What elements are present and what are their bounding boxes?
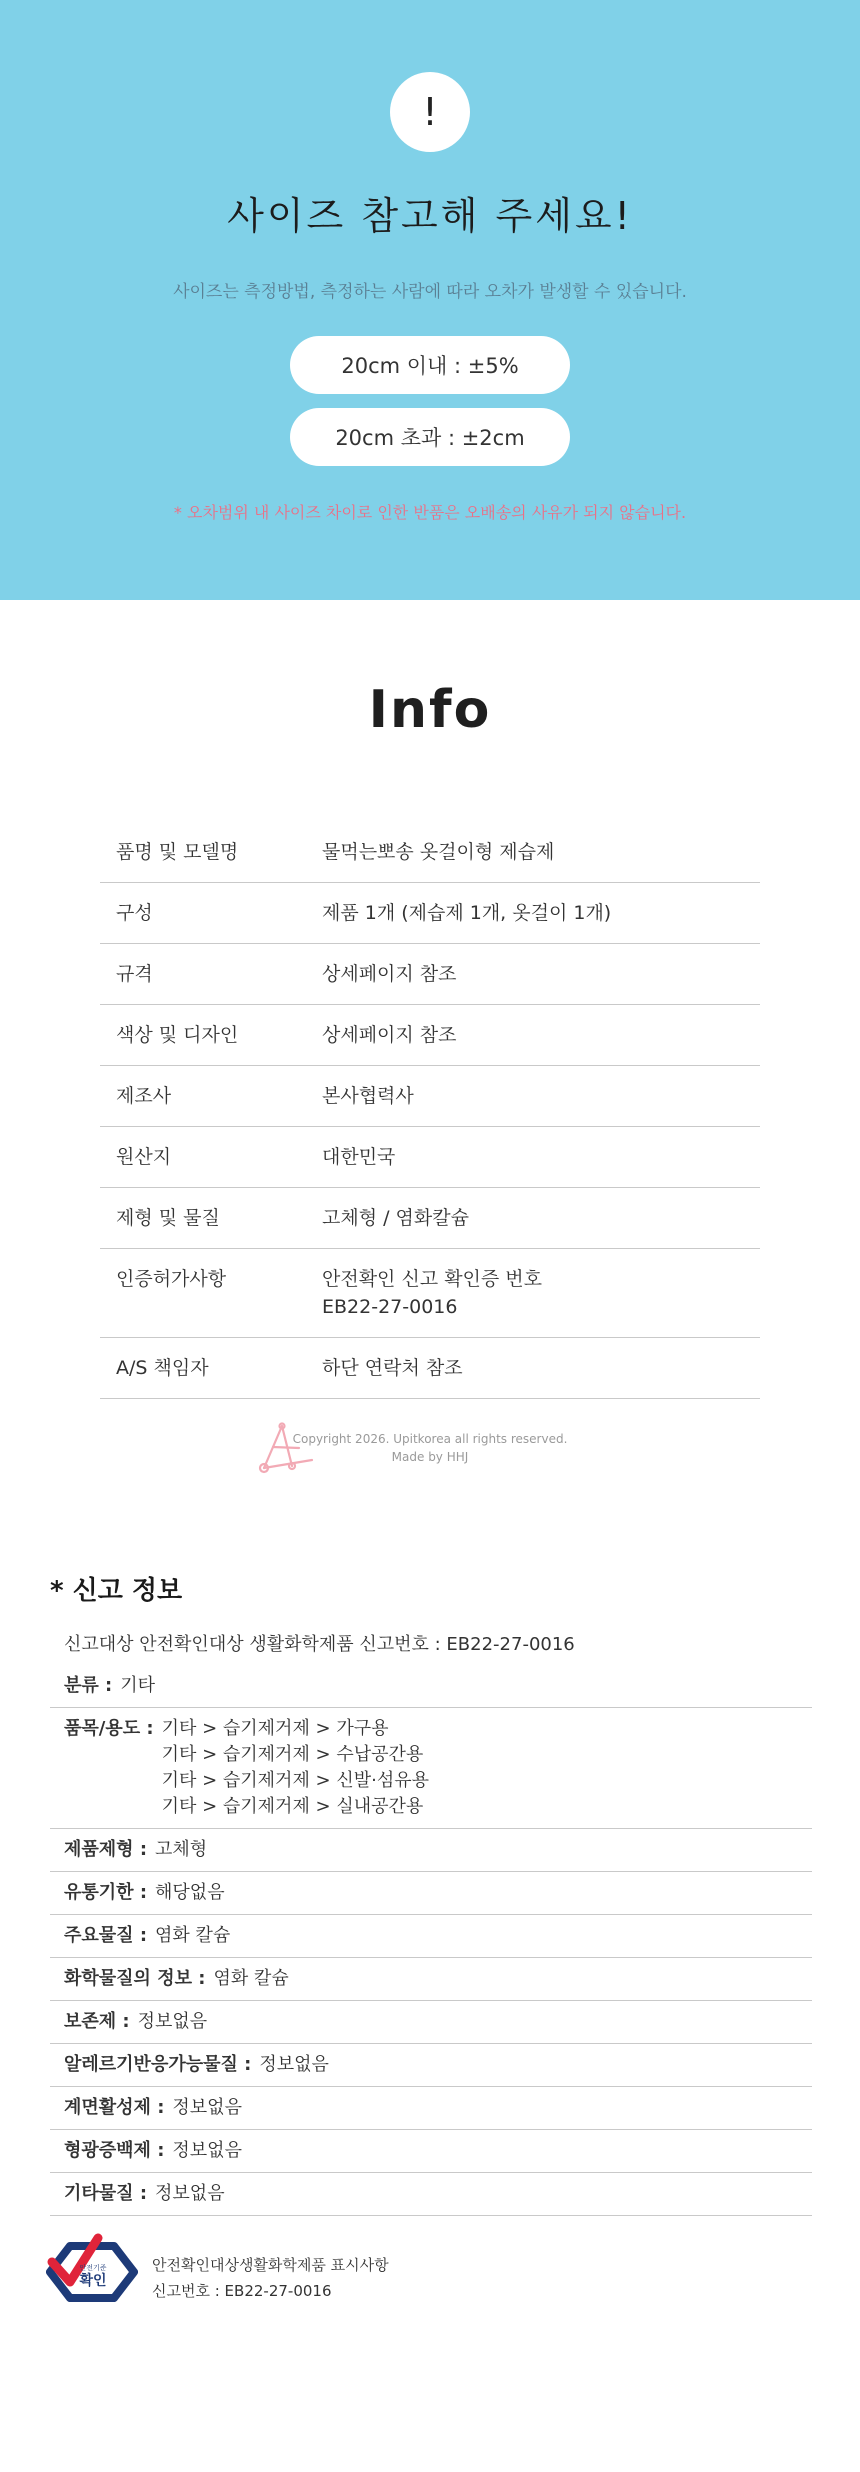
report-row: [50, 2087, 812, 2130]
report-key: 기타물질 :: [64, 2183, 148, 2204]
tolerance-pill-under-20cm: 20cm 이내 : ±5%: [290, 336, 570, 394]
report-row: [50, 1872, 812, 1915]
info-label: 규격: [116, 963, 153, 985]
info-row: [100, 1338, 760, 1399]
info-table: [100, 822, 760, 1399]
info-label: 품명 및 모델명: [116, 841, 239, 863]
report-title: * 신고 정보: [50, 1576, 183, 1606]
report-value-list: [162, 1716, 429, 1820]
report-value: 기타 > 습기제거제 > 수납공간용: [161, 1744, 424, 1765]
report-value: 정보없음: [155, 2183, 225, 2204]
info-value: 상세페이지 참조: [322, 1024, 457, 1046]
exclamation-icon: !: [390, 72, 470, 152]
info-value: 제품 1개 (제습제 1개, 옷걸이 1개): [322, 902, 612, 924]
info-label: 구성: [116, 902, 153, 924]
info-title: Info: [368, 680, 492, 740]
report-row: [50, 1829, 812, 1872]
report-row: [50, 1958, 812, 2001]
report-intro: 신고대상 안전확인대상 생활화학제품 신고번호 : EB22-27-0016: [64, 1634, 575, 1655]
report-key: 알레르기반응가능물질 :: [64, 2054, 252, 2075]
info-value: 하단 연락처 참조: [322, 1357, 463, 1379]
report-key: 분류 :: [64, 1675, 113, 1696]
info-row: [100, 822, 760, 883]
info-value: 물먹는뽀송 옷걸이형 제습제: [322, 841, 555, 863]
report-key: 보존제 :: [64, 2011, 130, 2032]
copyright-text: [280, 1430, 580, 1466]
notice-title: 사이즈 참고해 주세요!: [227, 194, 633, 238]
report-value: 정보없음: [259, 2054, 329, 2075]
made-by-line: Made by HHJ: [391, 1450, 469, 1464]
info-row: [100, 883, 760, 944]
info-label: 원산지: [116, 1146, 172, 1168]
info-value: 본사협력사: [322, 1085, 414, 1107]
info-row: [100, 1188, 760, 1249]
info-value: 고체형 / 염화칼슘: [322, 1207, 469, 1229]
info-label: 인증허가사항: [116, 1268, 227, 1290]
tolerance-pill-over-20cm: 20cm 초과 : ±2cm: [290, 408, 570, 466]
copyright-line: Copyright 2026. Upitkorea all rights reserved.: [292, 1432, 568, 1446]
info-value: [322, 1265, 760, 1321]
report-row: [50, 2001, 812, 2044]
certification-number: 신고번호 : EB22-27-0016: [152, 2282, 332, 2300]
report-value: 정보없음: [172, 2097, 242, 2118]
info-row: [100, 944, 760, 1005]
report-key: 품목/용도 :: [64, 1718, 154, 1739]
info-value-line: 안전확인 신고 확인증 번호: [322, 1268, 543, 1290]
report-list: [50, 1665, 812, 2216]
report-value: 정보없음: [137, 2011, 208, 2032]
info-row: [100, 1249, 760, 1338]
info-label: 색상 및 디자인: [116, 1024, 239, 1046]
safety-check-logo-icon: [46, 2232, 138, 2312]
report-row: [50, 1915, 812, 1958]
info-label: 제조사: [116, 1085, 172, 1107]
report-value: 염화 칼슘: [155, 1925, 231, 1946]
report-value: 기타 > 습기제거제 > 가구용: [161, 1718, 389, 1739]
report-row: [50, 1665, 812, 1708]
report-key: 주요물질 :: [64, 1925, 148, 1946]
info-value-line: EB22-27-0016: [322, 1296, 458, 1318]
report-value: 정보없음: [172, 2140, 242, 2161]
report-row: [50, 2173, 812, 2216]
info-row: [100, 1005, 760, 1066]
certification-line: 안전확인대상생활화학제품 표시사항: [152, 2256, 389, 2274]
report-value: 해당없음: [155, 1882, 225, 1903]
report-row: [50, 2130, 812, 2173]
info-label: A/S 책임자: [116, 1357, 209, 1379]
report-key: 제품제형 :: [64, 1839, 148, 1860]
report-value: 기타 > 습기제거제 > 실내공간용: [161, 1796, 424, 1817]
info-row: [100, 1066, 760, 1127]
report-row: [50, 1708, 812, 1829]
report-value: 기타: [120, 1675, 156, 1696]
report-key: 유통기한 :: [64, 1882, 148, 1903]
logo-small-text: 안전기준: [79, 2264, 107, 2272]
size-notice-section: [0, 0, 860, 600]
report-value: 고체형: [155, 1839, 208, 1860]
return-warning: * 오차범위 내 사이즈 차이로 인한 반품은 오배송의 사유가 되지 않습니다.: [173, 503, 687, 522]
report-key: 계면활성제 :: [64, 2097, 165, 2118]
report-value: 염화 칼슘: [213, 1968, 289, 1989]
copyright-block: [0, 1422, 860, 1482]
info-value: 대한민국: [322, 1146, 396, 1168]
logo-big-text: 확인: [79, 2273, 107, 2289]
info-value: 상세페이지 참조: [322, 963, 457, 985]
report-value: 기타 > 습기제거제 > 신발·섬유용: [161, 1770, 430, 1791]
certification-text: [152, 2252, 389, 2304]
notice-subtitle: 사이즈는 측정방법, 측정하는 사람에 따라 오차가 발생할 수 있습니다.: [173, 282, 687, 302]
report-key: 화학물질의 정보 :: [64, 1968, 206, 1989]
info-label: 제형 및 물질: [116, 1207, 220, 1229]
info-row: [100, 1127, 760, 1188]
report-row: [50, 2044, 812, 2087]
report-key: 형광증백제 :: [64, 2140, 165, 2161]
